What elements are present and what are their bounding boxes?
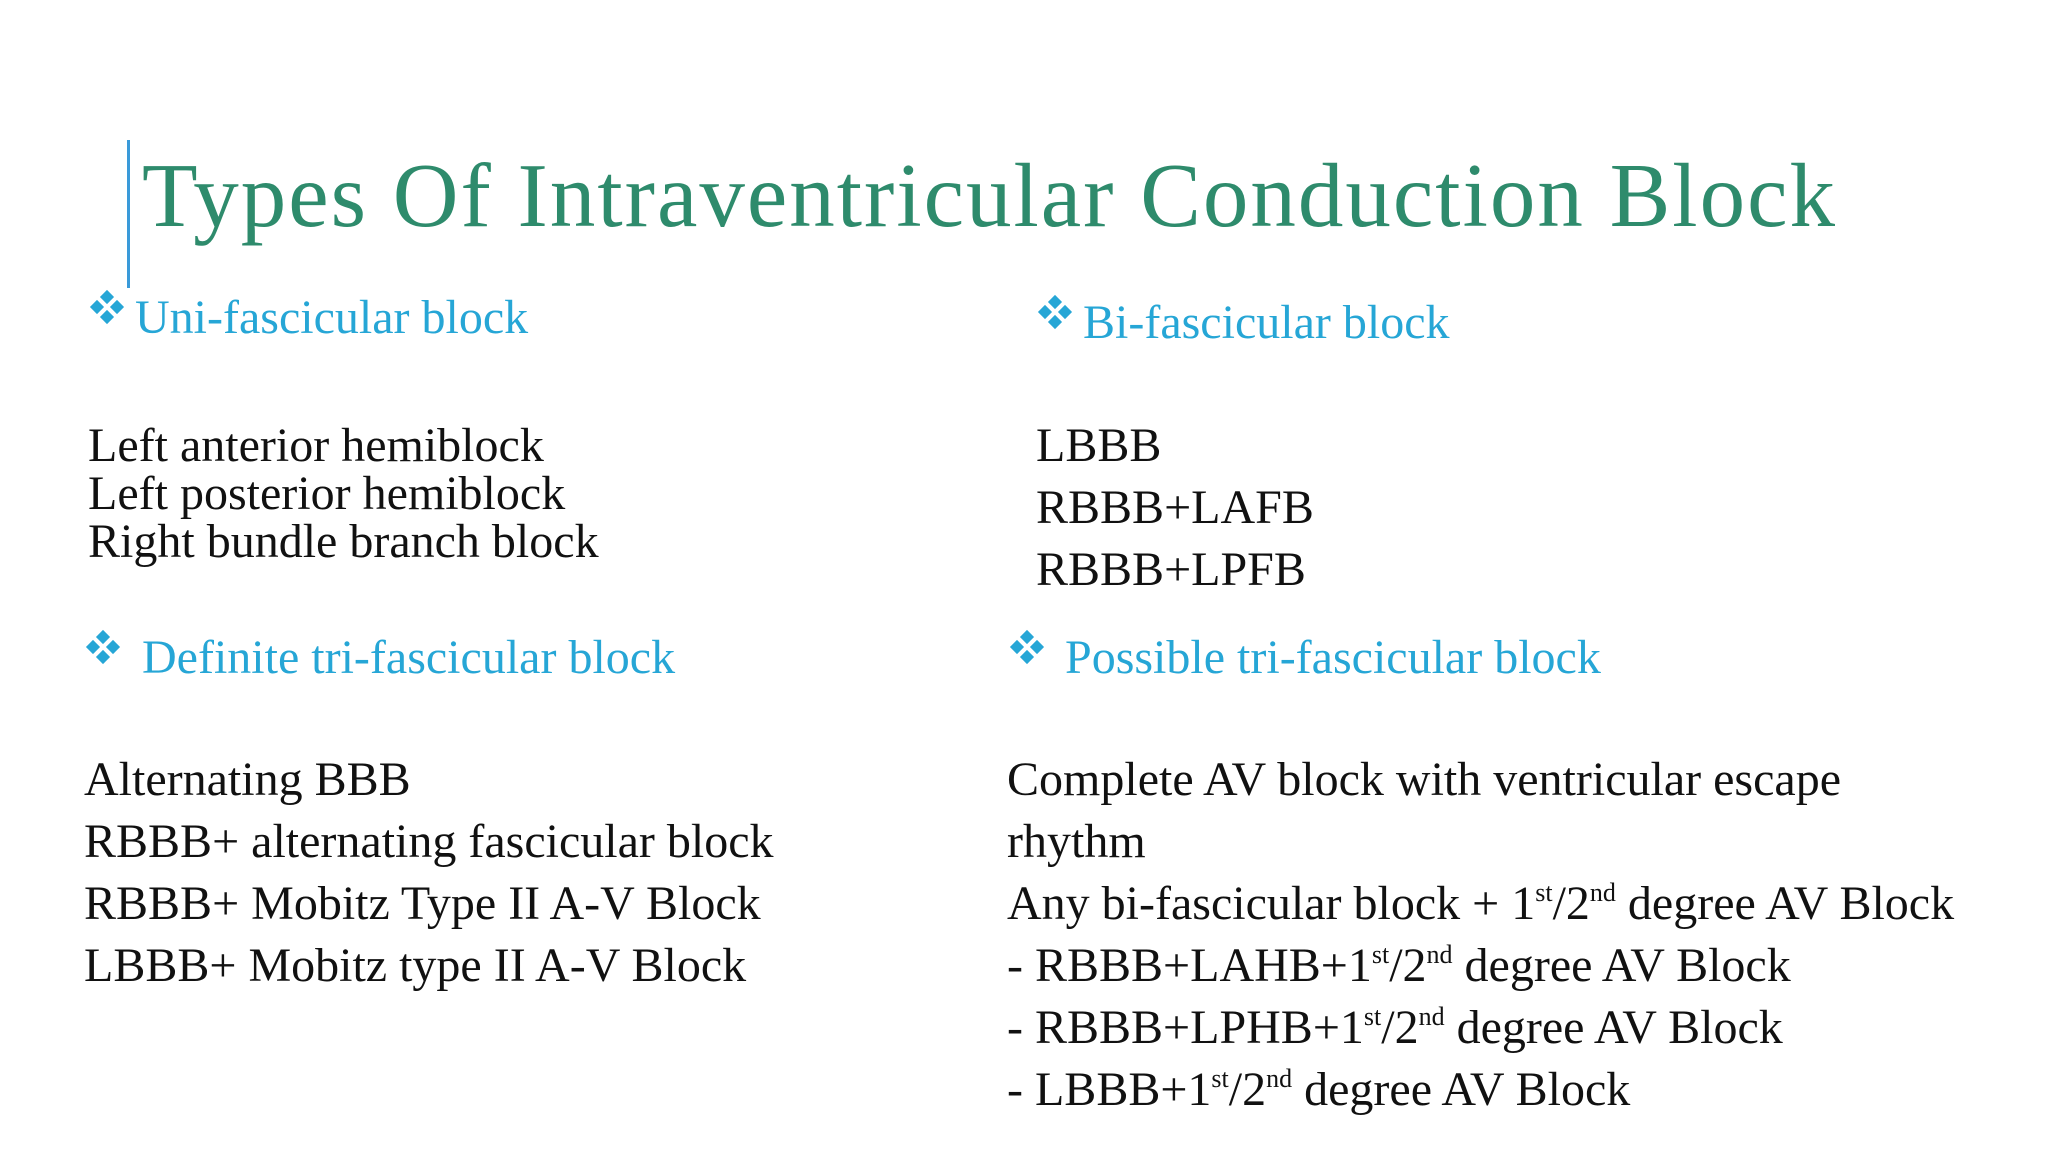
list-item: Complete AV block with ventricular escape	[1007, 753, 1842, 806]
list-uni-fascicular	[88, 419, 599, 568]
list-item: Any bi-fascicular block + 1st/2nd degree AV Block	[1007, 877, 1955, 930]
list-bi-fascicular	[1036, 415, 1314, 601]
four-diamond-bullet-icon	[92, 292, 122, 322]
list-item: - LBBB+1st/2nd degree AV Block	[1007, 1063, 1631, 1116]
list-item: RBBB+ Mobitz Type II A-V Block	[84, 877, 761, 930]
heading-possible-tri-fascicular: Possible tri-fascicular block	[1065, 631, 1601, 684]
list-item: Right bundle branch block	[88, 515, 599, 568]
four-diamond-bullet-icon	[1040, 297, 1070, 327]
list-item: LBBB+ Mobitz type II A-V Block	[84, 939, 747, 992]
list-item: Left anterior hemiblock	[88, 419, 544, 472]
list-item: Alternating BBB	[84, 753, 411, 806]
list-item: RBBB+LAFB	[1036, 481, 1314, 534]
title-accent-bar	[127, 140, 130, 288]
heading-uni-fascicular: Uni-fascicular block	[135, 291, 529, 344]
slide-title: Types Of Intraventricular Conduction Block	[142, 145, 1837, 246]
list-definite-tri-fascicular	[84, 749, 774, 997]
list-item: rhythm	[1007, 815, 1146, 868]
list-possible-tri-fascicular	[1007, 749, 1954, 1121]
list-item: - RBBB+LAHB+1st/2nd degree AV Block	[1007, 939, 1791, 992]
list-item: RBBB+LPFB	[1036, 543, 1306, 596]
list-item: Left posterior hemiblock	[88, 467, 566, 520]
four-diamond-bullet-icon	[1012, 632, 1042, 662]
four-diamond-bullet-icon	[88, 632, 118, 662]
list-item: LBBB	[1036, 419, 1162, 472]
heading-bi-fascicular: Bi-fascicular block	[1083, 296, 1450, 349]
heading-definite-tri-fascicular: Definite tri-fascicular block	[142, 631, 676, 684]
list-item: RBBB+ alternating fascicular block	[84, 815, 774, 868]
list-item: - RBBB+LPHB+1st/2nd degree AV Block	[1007, 1001, 1783, 1054]
